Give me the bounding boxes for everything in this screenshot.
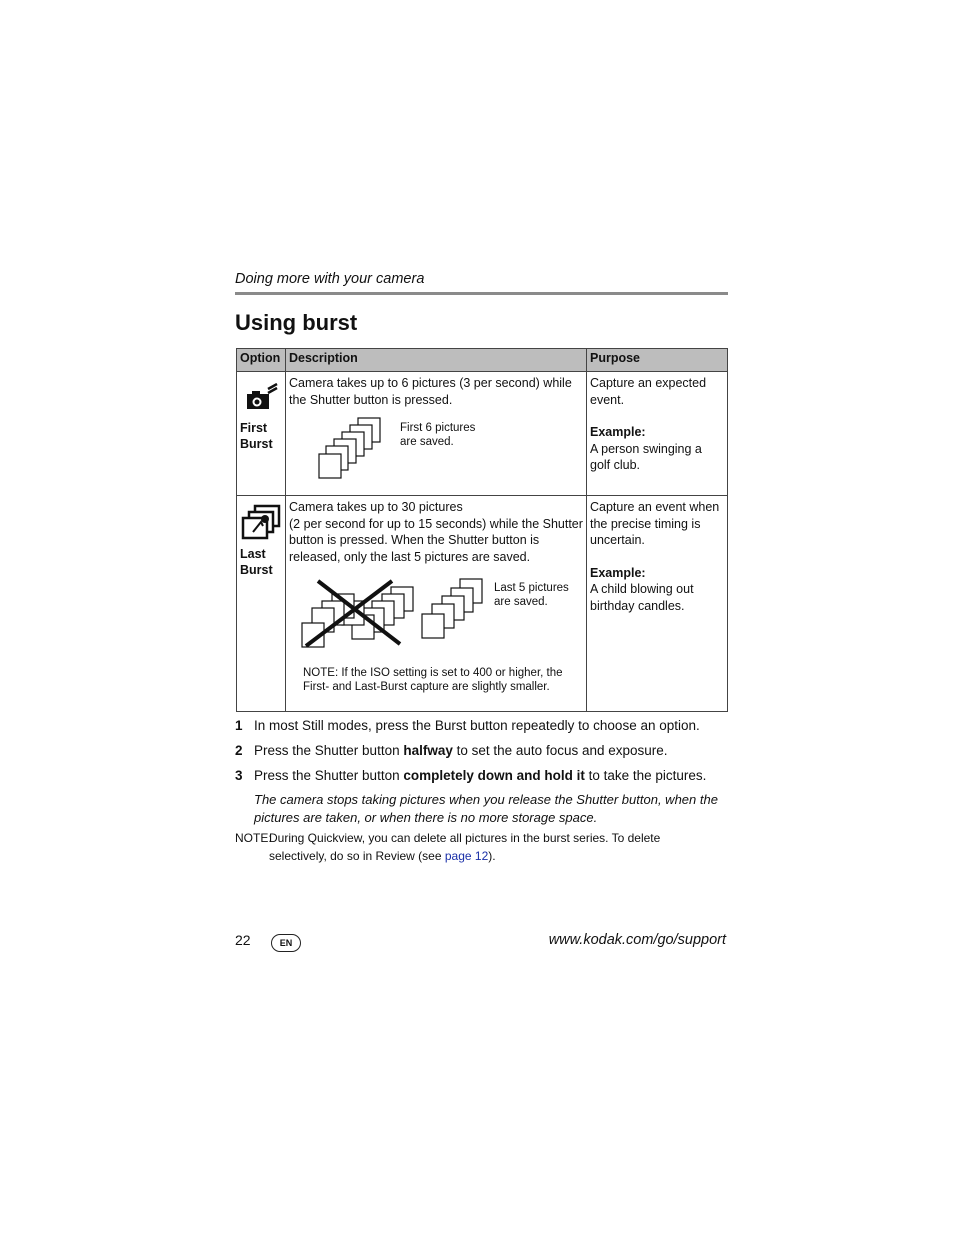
purpose-cell [587, 372, 728, 496]
header-description: Description [286, 349, 587, 372]
last-burst-figure [300, 578, 490, 653]
list-item: 3 Press the Shutter button completely down and hold it to take the pictures. [235, 768, 707, 783]
header-option: Option [237, 349, 286, 372]
header-rule [235, 292, 728, 295]
purpose-cell [587, 496, 728, 712]
first-burst-icon [244, 383, 282, 414]
description-text: Camera takes up to 6 pictures (3 per second) while the Shutter button is pressed. [289, 376, 572, 407]
note-label: NOTE: [235, 831, 272, 845]
table-row [237, 496, 728, 712]
language-badge: EN [271, 934, 301, 952]
table-header-row [237, 349, 728, 372]
option-cell [237, 372, 286, 496]
steps-list [235, 717, 730, 827]
example-text: A child blowing out birthday candles. [590, 582, 694, 613]
first-burst-figure [318, 417, 384, 484]
purpose-text: Capture an event when the precise timing is uncertain. Example: A child blowing out birthday candles. [590, 499, 724, 614]
description-cell [286, 372, 587, 496]
note [235, 829, 715, 865]
header-purpose: Purpose [587, 349, 728, 372]
purpose-text: Capture an expected event. Example: A person swinging a golf club. [590, 375, 724, 474]
section-header: Doing more with your camera [235, 271, 425, 287]
figure-label: First 6 pictures are saved. [400, 422, 476, 448]
page-number: 22 [235, 932, 251, 948]
list-item: 1 In most Still modes, press the Burst button repeatedly to choose an option. [235, 718, 700, 733]
figure-label: Last 5 pictures are saved. [494, 582, 569, 608]
example-label: Example: [590, 565, 646, 580]
step-note: The camera stops taking pictures when you release the Shutter button, when the pictures are taken, or when there is no more storage space. [254, 792, 718, 825]
option-name: Last Burst [240, 547, 273, 577]
last-burst-icon [241, 504, 282, 543]
table-row [237, 372, 728, 496]
description-cell [286, 496, 587, 712]
figure-note: NOTE: If the ISO setting is set to 400 or higher, the First- and Last-Burst capture are slightly smaller. [303, 667, 563, 693]
support-url: www.kodak.com/go/support [548, 932, 726, 948]
description-text: Camera takes up to 30 pictures (2 per second for up to 15 seconds) while the Shutter button is pressed. When the Shutter button is released, only the last 5 pictures are saved. [289, 500, 583, 564]
option-cell [237, 496, 286, 712]
page-link[interactable]: page 12 [444, 849, 489, 863]
list-item: 2 Press the Shutter button halfway to set the auto focus and exposure. [235, 743, 668, 758]
example-label: Example: [590, 425, 646, 439]
option-name: First Burst [240, 421, 273, 451]
example-text: A person swinging a golf club. [590, 441, 702, 472]
note-text: During Quickview, you can delete all pictures in the burst series. To delete selectively, do so in Review (see page 12). [269, 831, 661, 863]
burst-options-table [236, 348, 728, 712]
page-title: Using burst [235, 310, 358, 335]
